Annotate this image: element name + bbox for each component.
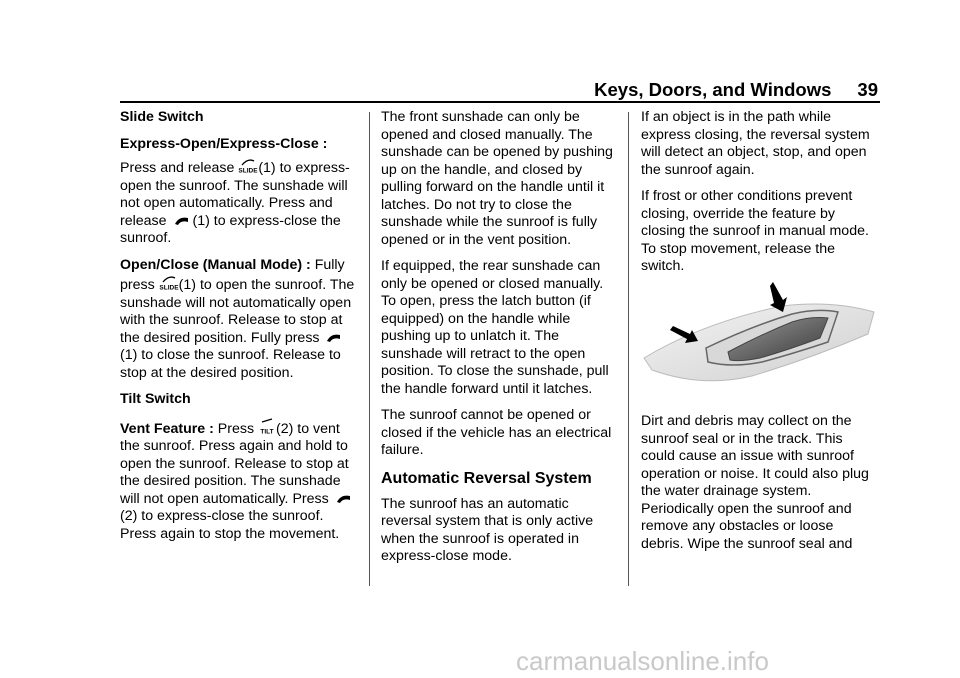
slide-icon bbox=[240, 157, 256, 174]
svg-text:SLIDE: SLIDE bbox=[159, 284, 179, 292]
para-object-path: If an object is in the path while express closing, the reversal system will detect an object, stop, and open the sunroof again. bbox=[641, 109, 870, 178]
express-close-icon bbox=[335, 493, 353, 505]
slide-icon bbox=[161, 274, 177, 291]
express-close-icon bbox=[325, 332, 343, 344]
heading-automatic-reversal: Automatic Reversal System bbox=[381, 469, 592, 487]
column-2 bbox=[381, 109, 616, 575]
para-dirt-debris: Dirt and debris may collect on the sunroof seal or in the track. This could cause an issue with sunroof operation or noise. It could also plug the water drainage system. Periodically open the sunroof and remove any obstacles or loose debris. Wipe the sunroof seal and bbox=[641, 413, 869, 552]
express-close-icon bbox=[173, 215, 191, 227]
header-rule bbox=[120, 101, 880, 103]
column-divider-1 bbox=[369, 112, 370, 586]
para-reversal: The sunroof has an automatic reversal system that is only active when the sunroof is operated in express-close mode. bbox=[381, 495, 594, 564]
para-electrical-failure: The sunroof cannot be opened or closed if the vehicle has an electrical failure. bbox=[381, 407, 612, 458]
para-frost: If frost or other conditions prevent closing, override the feature by closing the sunroof in manual mode. To stop movement, release the switch. bbox=[641, 188, 869, 274]
label-express: Express-Open/Express-Close : bbox=[120, 135, 328, 152]
tilt-icon bbox=[260, 418, 274, 435]
page-header bbox=[594, 79, 878, 101]
para-rear-sunshade: If equipped, the rear sunshade can only be opened or closed manually. To open, press the latch button (if equipped) on the handle while pushing up to unlatch it. The sunshade will retract to the open position. To close the sunshade, pull the handle forward until it latches. bbox=[381, 258, 609, 397]
column-3-continued bbox=[641, 413, 879, 562]
para-vent: Vent Feature : Press TILT (2) to vent the sunroof. Press again and hold to open the sunroof. Release to stop at the desired position. The sunshade will not open automatically. Press (2) to express-close the sunroof. Press again to stop the movement. bbox=[120, 418, 358, 544]
watermark: carmanualsonline.info bbox=[516, 646, 769, 676]
page-number: 39 bbox=[857, 79, 878, 100]
svg-text:SLIDE: SLIDE bbox=[238, 167, 258, 175]
column-1 bbox=[120, 109, 358, 552]
heading-slide-switch: Slide Switch bbox=[120, 109, 204, 125]
para-front-sunshade: The front sunshade can only be opened and closed manually. The sunshade can be opened by pushing up on the handle, and closed by pulling forward on the handle until it latches. Do not try to close the sunshade while the sunroof is fully opened or in the vent position. bbox=[381, 109, 613, 248]
svg-text:TILT: TILT bbox=[260, 428, 274, 435]
column-divider-2 bbox=[628, 112, 629, 586]
section-title: Keys, Doors, and Windows bbox=[594, 79, 832, 100]
heading-tilt-switch: Tilt Switch bbox=[120, 391, 191, 407]
para-manual: Open/Close (Manual Mode) : Fully press SLIDE (1) to open the sunroof. The sunshade will not automatically open with the sunroof. Release to stop at the desired position. Fully press (1) to close the sunroof. Release to stop at the desired position. bbox=[120, 256, 355, 381]
column-3 bbox=[641, 109, 879, 285]
para-express: Press and release SLIDE (1) to express-open the sunroof. The sunshade will not open automatically. Press and release (1) to express-close the sunroof. bbox=[120, 157, 358, 248]
sunroof-illustration bbox=[642, 278, 876, 402]
